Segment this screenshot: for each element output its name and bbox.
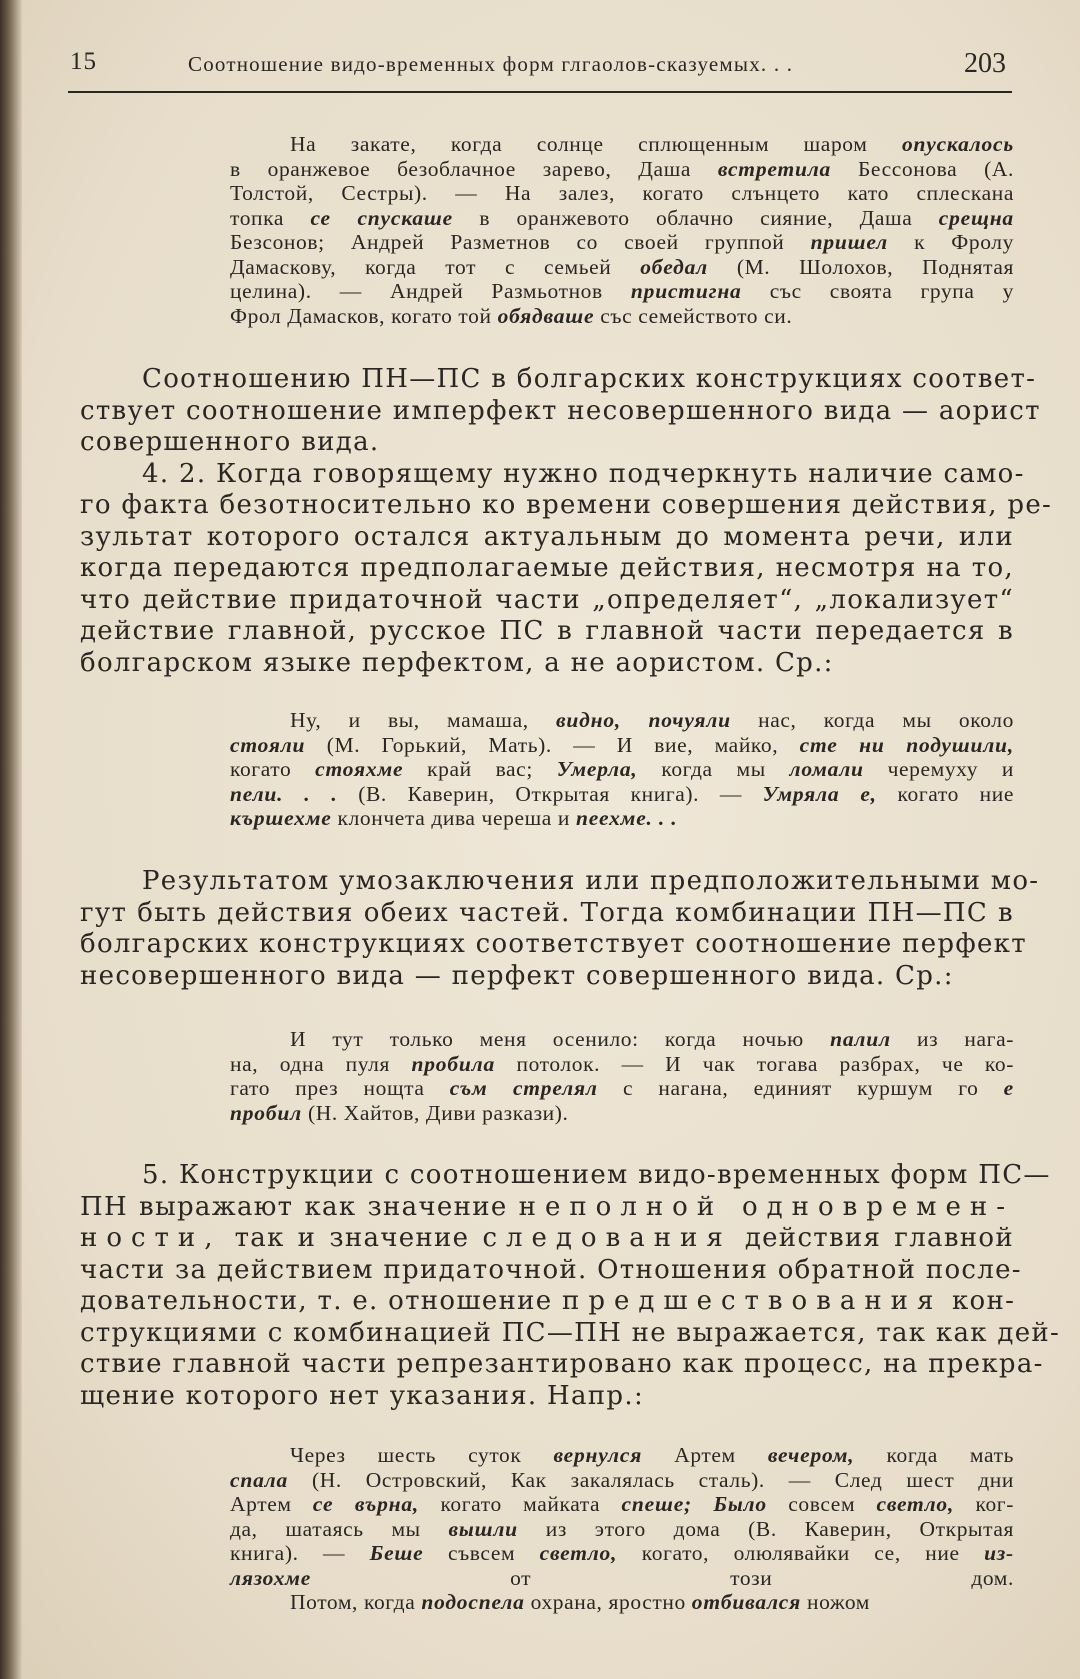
text-run: със своята група у bbox=[741, 279, 1015, 303]
text-run: Безсонов; Андрей Разметнов со своей группой bbox=[230, 230, 811, 254]
quote-line bbox=[230, 1101, 1014, 1126]
italic-example-verb: се върна, bbox=[312, 1492, 420, 1516]
text-run: Ну, и вы, мамаша, bbox=[290, 708, 556, 732]
text-line bbox=[80, 1192, 1014, 1224]
text-line bbox=[80, 490, 1053, 522]
text-line bbox=[80, 585, 1014, 617]
text-run: със семейството си. bbox=[594, 303, 793, 328]
text-line bbox=[80, 553, 1014, 585]
italic-example-verb: отбивался bbox=[691, 1590, 802, 1614]
text-run: Результатом умозаключения или предположительными мо- bbox=[142, 866, 1040, 896]
italic-example-verb: е bbox=[1003, 1076, 1015, 1100]
text-line bbox=[80, 866, 1040, 898]
text-run: когато ние bbox=[876, 781, 1014, 806]
text-run: действия главной bbox=[731, 1223, 1014, 1253]
italic-example-verb: из- bbox=[984, 1541, 1014, 1565]
paragraph-5 bbox=[80, 1160, 1061, 1412]
italic-example-verb: пришел bbox=[810, 230, 888, 254]
text-run: нас, когда мы около bbox=[730, 708, 1014, 732]
text-run: Артем bbox=[642, 1443, 768, 1467]
quote-line bbox=[230, 1027, 1014, 1052]
text-line bbox=[80, 364, 1037, 396]
quote-line bbox=[230, 1590, 1014, 1615]
example-quote-3 bbox=[230, 1027, 1014, 1125]
italic-example-verb: палил bbox=[830, 1027, 891, 1051]
text-run: (Н. Хайтов, Диви разкази). bbox=[301, 1100, 569, 1125]
spaced-emphasis: неполной одновремен- bbox=[518, 1191, 1015, 1222]
italic-example-verb: стояхме bbox=[315, 757, 404, 781]
quote-line bbox=[230, 1052, 1014, 1077]
quote-line bbox=[230, 1468, 1014, 1493]
italic-example-verb: пробил bbox=[230, 1100, 302, 1125]
text-run: (В. Каверин, Открытая книга). — bbox=[337, 781, 763, 806]
text-line bbox=[80, 458, 1025, 491]
text-run: от този дом. bbox=[311, 1565, 1014, 1590]
text-run: го факта безотносительно ко времени совершения действия, ре- bbox=[80, 490, 1053, 520]
text-run: гут быть действия обеих частей. Тогда комбинации ПН—ПС в bbox=[80, 897, 1014, 928]
text-line bbox=[80, 427, 1014, 459]
text-run: в оранжевое безоблачное зарево, Даша bbox=[230, 156, 718, 181]
italic-example-verb: ломали bbox=[789, 757, 864, 781]
italic-example-verb: спала bbox=[230, 1467, 289, 1492]
text-run: действие главной, русское ПС в главной части передается в bbox=[80, 616, 1014, 646]
spaced-emphasis: следования bbox=[482, 1223, 732, 1253]
paragraph-result bbox=[80, 866, 1040, 992]
text-run: когато майката bbox=[419, 1492, 622, 1516]
text-run: кон- bbox=[942, 1286, 1016, 1316]
italic-example-verb: се спускаше bbox=[310, 205, 453, 230]
text-line bbox=[80, 395, 1041, 428]
italic-example-verb: лязохме bbox=[230, 1565, 312, 1590]
italic-example-verb: стояли bbox=[230, 732, 306, 757]
text-run: И тут только меня осенило: когда ночью bbox=[290, 1027, 831, 1051]
quote-line bbox=[230, 279, 1014, 304]
text-run: зультат которого остался актуальным до момента речи, или bbox=[80, 521, 1014, 552]
text-run: к Фролу bbox=[887, 230, 1014, 254]
italic-example-verb: видно, почуяли bbox=[555, 708, 731, 732]
italic-example-verb: съм стрелял bbox=[449, 1076, 598, 1100]
italic-example-verb: обедал bbox=[640, 254, 708, 279]
text-run: Бессонова (А. bbox=[831, 156, 1014, 181]
text-run: когато bbox=[230, 757, 316, 781]
italic-example-verb: встретила bbox=[717, 156, 832, 181]
text-run: клончета дива череша и bbox=[331, 806, 576, 830]
text-run: Потом, когда bbox=[290, 1590, 422, 1614]
running-title: Соотношение видо-временных форм глгаолов-сказуемых. . . bbox=[188, 52, 794, 76]
text-run: (М. Горький, Мать). — И вие, майко, bbox=[305, 732, 800, 757]
text-run: струкциями с комбинацией ПС—ПН не выражается, так как дей- bbox=[80, 1317, 1061, 1348]
text-line bbox=[80, 1223, 1014, 1255]
text-run: болгарских конструкциях соответствует соотношение перфект bbox=[80, 929, 1027, 959]
text-run: (Н. Островский, Как закалялась сталь). — След шест дни bbox=[288, 1467, 1014, 1492]
text-run: довательности, т. е. отношение bbox=[80, 1286, 563, 1316]
quote-line bbox=[230, 304, 1014, 329]
text-run: потолок. — И чак тогава разбрах, че ко- bbox=[495, 1051, 1014, 1076]
text-run: из этого дома (В. Каверин, Открытая bbox=[517, 1516, 1014, 1541]
italic-example-verb: опускалось bbox=[901, 132, 1014, 156]
italic-example-verb: Умерла, bbox=[556, 757, 638, 781]
text-run: несовершенного вида — перфект совершенного вида. Ср.: bbox=[80, 960, 954, 991]
text-line bbox=[80, 1160, 1051, 1192]
text-run: целина). — Андрей Размьотнов bbox=[230, 279, 631, 303]
text-run: в оранжевото облачно сияние, Даша bbox=[453, 205, 939, 230]
text-run: совершенного вида. bbox=[80, 427, 380, 457]
text-run: черемуху и bbox=[863, 757, 1014, 781]
italic-example-verb: сте ни подушили, bbox=[799, 732, 1014, 757]
italic-example-verb: пристигна bbox=[630, 279, 742, 303]
quote-line bbox=[230, 1443, 1014, 1468]
italic-example-verb: Беше bbox=[369, 1541, 424, 1565]
quote-line bbox=[230, 181, 1014, 206]
text-run: когда мать bbox=[854, 1443, 1014, 1467]
example-quote-1 bbox=[230, 132, 1014, 328]
header-rule bbox=[68, 91, 1012, 93]
text-run: части за действием придаточной. Отношения обратной после- bbox=[80, 1254, 1022, 1285]
text-line bbox=[80, 929, 1027, 961]
spaced-emphasis: предшествования bbox=[562, 1286, 943, 1316]
text-run: когато, олюлявайки се, ние bbox=[617, 1541, 985, 1565]
quote-line bbox=[230, 757, 1014, 782]
quote-line bbox=[230, 782, 1014, 807]
text-run: На закате, когда солнце сплющенным шаром bbox=[290, 132, 902, 156]
text-line bbox=[80, 1286, 1014, 1318]
text-line bbox=[80, 898, 1014, 930]
text-run: 5. Конструкции с соотношением видо-временных форм ПС— bbox=[142, 1160, 1051, 1190]
text-run: болгарском языке перфектом, а не аористом. Ср.: bbox=[80, 647, 834, 678]
text-line bbox=[80, 961, 1014, 993]
text-run: Фрол Дамасков, когато той bbox=[230, 303, 498, 328]
quote-line bbox=[230, 733, 1014, 758]
italic-example-verb: пеехме. . . bbox=[575, 806, 678, 830]
text-run: совсем bbox=[766, 1492, 877, 1516]
text-run: Дамаскову, когда тот с семьей bbox=[230, 254, 641, 279]
text-run: когда передаются предполагаемые действия, несмотря на то, bbox=[80, 553, 1014, 583]
italic-example-verb: вернулся bbox=[553, 1443, 643, 1467]
text-run: охрана, яростно bbox=[524, 1590, 692, 1614]
quote-line bbox=[230, 806, 1014, 831]
text-run: когда мы bbox=[637, 757, 790, 781]
text-run: Артем bbox=[230, 1492, 313, 1516]
italic-example-verb: кършехме bbox=[230, 806, 332, 830]
text-run: из нага- bbox=[890, 1027, 1014, 1051]
running-header bbox=[70, 44, 1014, 84]
spaced-emphasis: ности, bbox=[80, 1223, 222, 1253]
text-run: (М. Шолохов, Поднятая bbox=[707, 254, 1014, 279]
text-run: топка bbox=[230, 205, 311, 230]
text-run: 4. 2. Когда говорящему нужно подчеркнуть наличие само- bbox=[142, 458, 1025, 489]
text-run: что действие придаточной части „определяет“, „локализует“ bbox=[80, 584, 1014, 615]
page-binding-shadow bbox=[0, 0, 22, 1679]
text-line bbox=[80, 522, 1014, 554]
text-line bbox=[80, 616, 1014, 648]
quote-line bbox=[230, 1517, 1014, 1542]
quote-line bbox=[230, 708, 1014, 733]
page-number: 203 bbox=[964, 48, 1006, 79]
italic-example-verb: вечером, bbox=[767, 1443, 855, 1467]
italic-example-verb: Было bbox=[713, 1492, 767, 1516]
italic-example-verb: спеше; bbox=[621, 1492, 693, 1516]
example-quote-4 bbox=[230, 1443, 1014, 1615]
quote-line bbox=[230, 1492, 1014, 1517]
text-run: гато през нощта bbox=[230, 1076, 450, 1100]
text-run: ствует соотношение имперфект несовершенного вида — аорист bbox=[80, 395, 1041, 426]
text-run: Толстой, Сестры). — На залез, когато слънцето като сплескана bbox=[230, 181, 1014, 205]
text-run: Соотношению ПН—ПС в болгарских конструкциях соответ- bbox=[142, 364, 1037, 394]
text-run: на, одна пуля bbox=[230, 1051, 412, 1076]
page-number-left: 15 bbox=[70, 48, 97, 75]
paragraph-4-1-conclusion bbox=[80, 364, 1053, 679]
text-run: ножом bbox=[801, 1590, 870, 1614]
text-run: съвсем bbox=[423, 1541, 540, 1565]
italic-example-verb: пели. . . bbox=[230, 781, 338, 806]
quote-line bbox=[230, 132, 1014, 157]
quote-line bbox=[230, 1541, 1014, 1566]
text-run: щение которого нет указания. Напр.: bbox=[80, 1380, 645, 1411]
quote-line bbox=[230, 1076, 1014, 1101]
text-run: с нагана, единият куршум го bbox=[597, 1076, 1004, 1100]
italic-example-verb: подоспела bbox=[421, 1590, 525, 1614]
quote-line bbox=[230, 230, 1014, 255]
italic-example-verb: Умряла е, bbox=[762, 781, 877, 806]
italic-example-verb: вышли bbox=[448, 1516, 518, 1541]
text-line bbox=[80, 1254, 1022, 1287]
example-quote-2 bbox=[230, 708, 1014, 831]
text-run: край вас; bbox=[403, 757, 557, 781]
text-run: ствие главной части репрезантировано как процесс, на прекра- bbox=[80, 1349, 1044, 1379]
italic-example-verb: пробила bbox=[411, 1051, 495, 1076]
quote-line bbox=[230, 157, 1014, 182]
text-run bbox=[692, 1492, 713, 1516]
text-run: ког- bbox=[954, 1492, 1014, 1516]
text-line bbox=[80, 648, 1014, 680]
text-line bbox=[80, 1349, 1044, 1381]
quote-line bbox=[230, 1566, 1014, 1591]
text-run: ПН выражают как значение bbox=[80, 1191, 519, 1222]
italic-example-verb: светло, bbox=[539, 1541, 618, 1565]
quote-line bbox=[230, 255, 1014, 280]
italic-example-verb: обядваше bbox=[497, 303, 595, 328]
text-run: да, шатаясь мы bbox=[230, 1516, 449, 1541]
text-line bbox=[80, 1317, 1061, 1350]
quote-line bbox=[230, 206, 1014, 231]
text-run: так и значение bbox=[221, 1223, 483, 1253]
italic-example-verb: срещна bbox=[938, 205, 1014, 230]
text-run: книга). — bbox=[230, 1541, 370, 1565]
text-line bbox=[80, 1381, 1014, 1413]
italic-example-verb: светло, bbox=[876, 1492, 955, 1516]
text-run: Через шесть суток bbox=[290, 1443, 554, 1467]
